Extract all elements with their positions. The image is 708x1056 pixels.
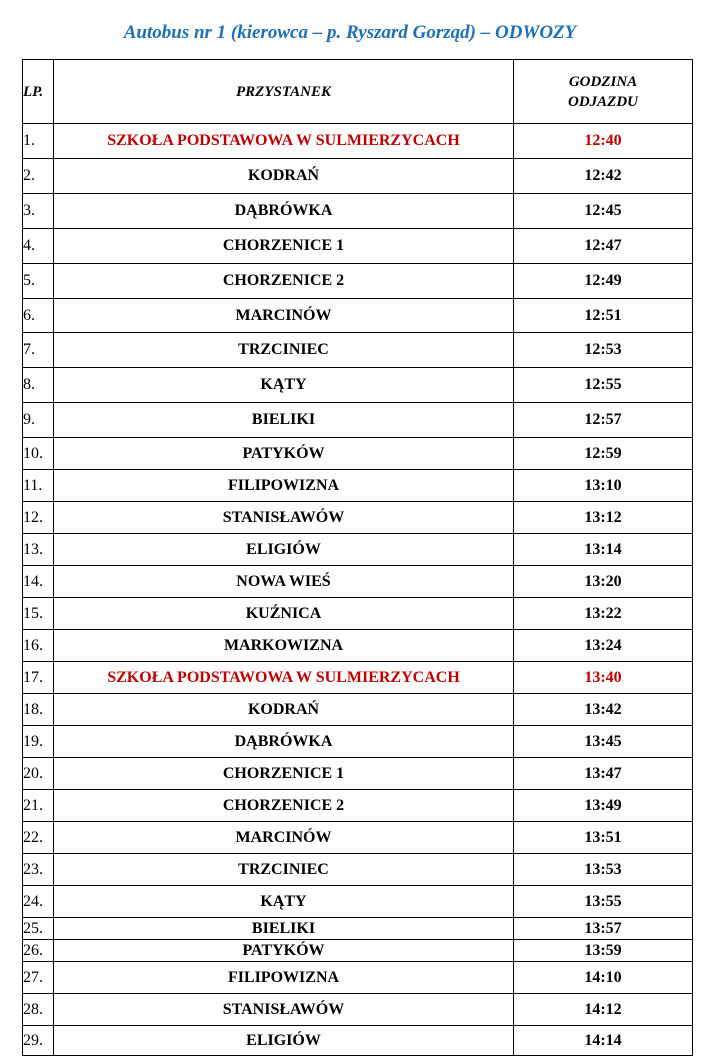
departure-time: 13:45 <box>514 726 693 758</box>
row-number: 24. <box>23 886 54 918</box>
table-row <box>23 726 693 758</box>
table-row <box>23 264 693 299</box>
stop-name: FILIPOWIZNA <box>54 962 514 994</box>
row-number: 26. <box>23 940 54 962</box>
row-number: 2. <box>23 159 54 194</box>
row-number: 10. <box>23 438 54 470</box>
row-number: 15. <box>23 598 54 630</box>
table-row <box>23 662 693 694</box>
table-row <box>23 694 693 726</box>
departure-time: 13:20 <box>514 566 693 598</box>
table-row <box>23 918 693 940</box>
table-row <box>23 886 693 918</box>
table-row <box>23 333 693 368</box>
row-number: 1. <box>23 124 54 159</box>
table-row <box>23 470 693 502</box>
table-row <box>23 854 693 886</box>
row-number: 25. <box>23 918 54 940</box>
departure-time: 14:10 <box>514 962 693 994</box>
table-row <box>23 962 693 994</box>
row-number: 19. <box>23 726 54 758</box>
stop-name: CHORZENICE 1 <box>54 229 514 264</box>
departure-time: 13:49 <box>514 790 693 822</box>
header-row <box>23 60 693 124</box>
row-number: 12. <box>23 502 54 534</box>
row-number: 5. <box>23 264 54 299</box>
table-row <box>23 124 693 159</box>
departure-time: 13:22 <box>514 598 693 630</box>
table-row <box>23 630 693 662</box>
departure-time: 14:14 <box>514 1026 693 1056</box>
row-number: 4. <box>23 229 54 264</box>
stop-name: ELIGIÓW <box>54 1026 514 1056</box>
stop-name: STANISŁAWÓW <box>54 994 514 1026</box>
table-row <box>23 566 693 598</box>
stop-name: STANISŁAWÓW <box>54 502 514 534</box>
stop-name: KODRAŃ <box>54 694 514 726</box>
departure-time: 13:12 <box>514 502 693 534</box>
table-row <box>23 940 693 962</box>
table-row <box>23 758 693 790</box>
departure-time: 12:53 <box>514 333 693 368</box>
schedule-table <box>22 59 693 1056</box>
header-time <box>514 60 693 124</box>
table-row <box>23 502 693 534</box>
departure-time: 13:57 <box>514 918 693 940</box>
row-number: 7. <box>23 333 54 368</box>
departure-time: 12:59 <box>514 438 693 470</box>
row-number: 8. <box>23 368 54 403</box>
header-time-line1: GODZINA <box>568 73 638 90</box>
departure-time: 12:47 <box>514 229 693 264</box>
stop-name: MARCINÓW <box>54 299 514 333</box>
schedule-rows <box>23 124 693 1056</box>
departure-time: 12:55 <box>514 368 693 403</box>
row-number: 28. <box>23 994 54 1026</box>
header-time-line2: ODJAZDU <box>568 93 638 110</box>
departure-time: 13:51 <box>514 822 693 854</box>
table-row <box>23 994 693 1026</box>
departure-time: 13:24 <box>514 630 693 662</box>
departure-time: 12:45 <box>514 194 693 229</box>
stop-name: ELIGIÓW <box>54 534 514 566</box>
row-number: 18. <box>23 694 54 726</box>
row-number: 17. <box>23 662 54 694</box>
page-title: Autobus nr 1 (kierowca – p. Ryszard Gorząd) – ODWOZY <box>123 22 577 43</box>
row-number: 9. <box>23 403 54 438</box>
row-number: 14. <box>23 566 54 598</box>
stop-name: CHORZENICE 2 <box>54 264 514 299</box>
row-number: 29. <box>23 1026 54 1056</box>
departure-time: 13:10 <box>514 470 693 502</box>
table-row <box>23 790 693 822</box>
row-number: 11. <box>23 470 54 502</box>
row-number: 20. <box>23 758 54 790</box>
stop-name: PATYKÓW <box>54 940 514 962</box>
table-row <box>23 299 693 333</box>
stop-name: FILIPOWIZNA <box>54 470 514 502</box>
stop-name: CHORZENICE 1 <box>54 758 514 790</box>
stop-name: SZKOŁA PODSTAWOWA W SULMIERZYCACH <box>54 124 514 159</box>
table-row <box>23 159 693 194</box>
stop-name: SZKOŁA PODSTAWOWA W SULMIERZYCACH <box>54 662 514 694</box>
row-number: 21. <box>23 790 54 822</box>
table-row <box>23 822 693 854</box>
departure-time: 13:53 <box>514 854 693 886</box>
departure-time: 13:40 <box>514 662 693 694</box>
row-number: 27. <box>23 962 54 994</box>
stop-name: KODRAŃ <box>54 159 514 194</box>
row-number: 16. <box>23 630 54 662</box>
departure-time: 13:55 <box>514 886 693 918</box>
stop-name: MARCINÓW <box>54 822 514 854</box>
departure-time: 12:51 <box>514 299 693 333</box>
table-row <box>23 598 693 630</box>
table-row <box>23 438 693 470</box>
row-number: 6. <box>23 299 54 333</box>
stop-name: DĄBRÓWKA <box>54 726 514 758</box>
stop-name: KĄTY <box>54 368 514 403</box>
stop-name: DĄBRÓWKA <box>54 194 514 229</box>
table-row <box>23 1026 693 1056</box>
table-row <box>23 368 693 403</box>
row-number: 3. <box>23 194 54 229</box>
departure-time: 13:42 <box>514 694 693 726</box>
table-row <box>23 194 693 229</box>
stop-name: CHORZENICE 2 <box>54 790 514 822</box>
departure-time: 14:12 <box>514 994 693 1026</box>
stop-name: KUŹNICA <box>54 598 514 630</box>
departure-time: 13:47 <box>514 758 693 790</box>
table-row <box>23 229 693 264</box>
header-lp: LP. <box>23 60 54 124</box>
stop-name: MARKOWIZNA <box>54 630 514 662</box>
stop-name: BIELIKI <box>54 403 514 438</box>
table-row <box>23 403 693 438</box>
table-row <box>23 534 693 566</box>
departure-time: 12:57 <box>514 403 693 438</box>
departure-time: 12:42 <box>514 159 693 194</box>
departure-time: 13:59 <box>514 940 693 962</box>
departure-time: 12:40 <box>514 124 693 159</box>
stop-name: TRZCINIEC <box>54 854 514 886</box>
row-number: 23. <box>23 854 54 886</box>
row-number: 13. <box>23 534 54 566</box>
stop-name: NOWA WIEŚ <box>54 566 514 598</box>
stop-name: KĄTY <box>54 886 514 918</box>
departure-time: 12:49 <box>514 264 693 299</box>
departure-time: 13:14 <box>514 534 693 566</box>
header-stop: PRZYSTANEK <box>54 60 514 124</box>
stop-name: TRZCINIEC <box>54 333 514 368</box>
stop-name: BIELIKI <box>54 918 514 940</box>
stop-name: PATYKÓW <box>54 438 514 470</box>
row-number: 22. <box>23 822 54 854</box>
